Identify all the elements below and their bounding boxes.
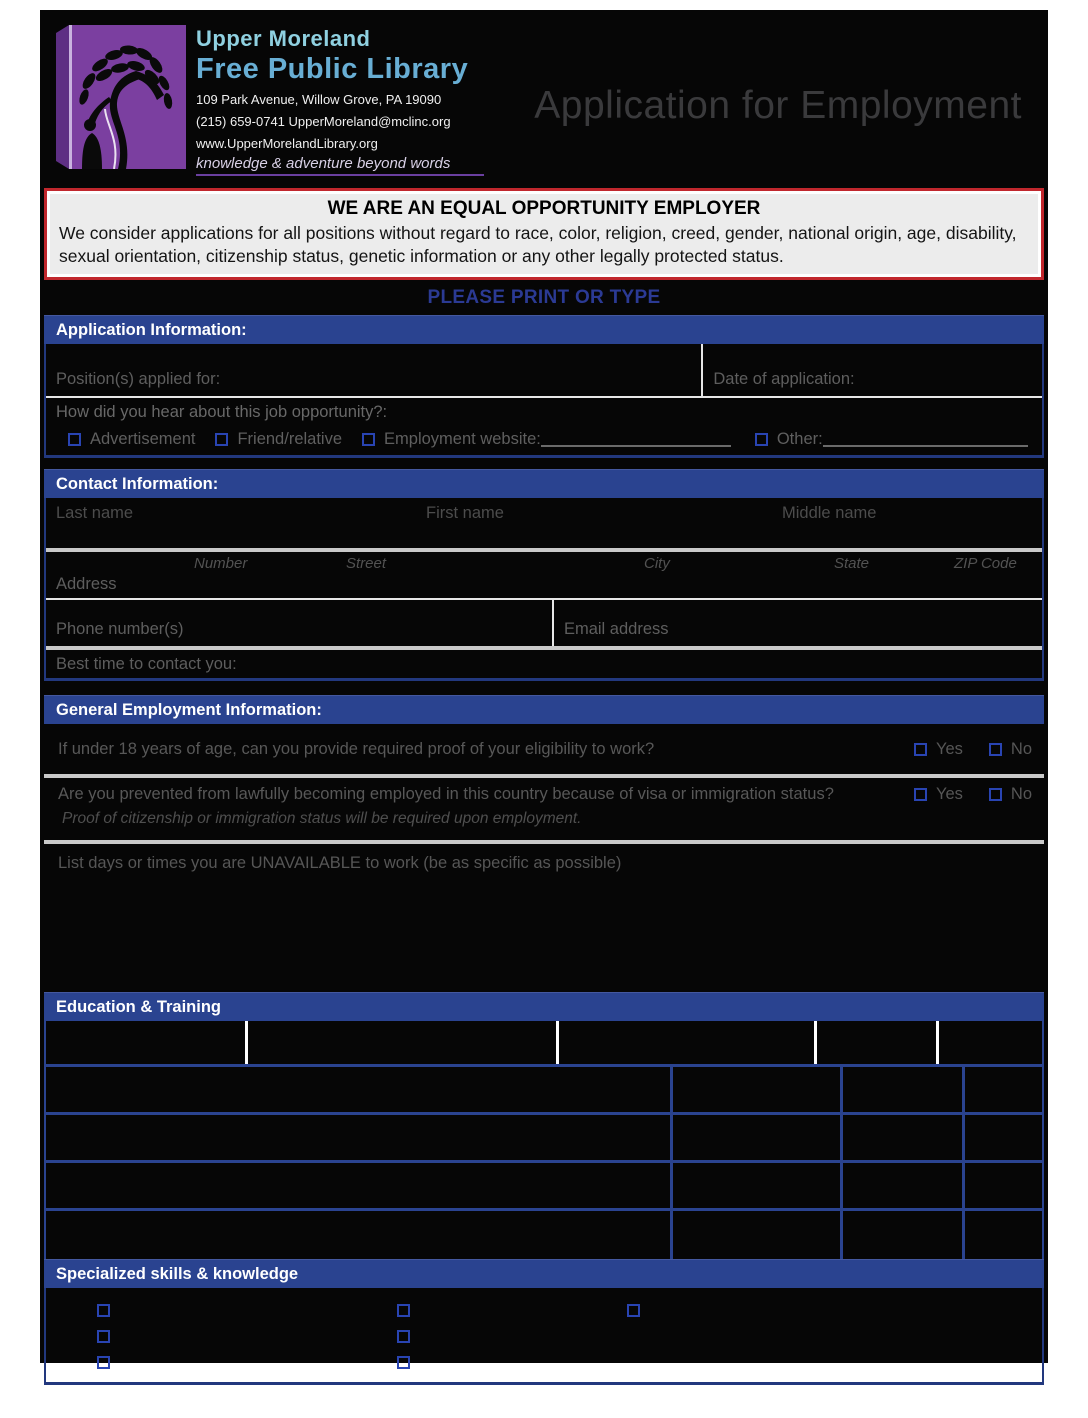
education-header-cell	[559, 1021, 817, 1064]
option-employment-website	[362, 430, 755, 449]
address-state-label: State	[834, 555, 870, 572]
education-cell[interactable]	[673, 1067, 842, 1112]
address-number-label: Number	[194, 555, 248, 572]
education-header-cell	[817, 1021, 940, 1064]
skills-column-2	[397, 1304, 410, 1369]
education-cell[interactable]	[965, 1067, 1042, 1112]
education-cell[interactable]	[46, 1163, 673, 1208]
friend-relative-label: Friend/relative	[237, 430, 343, 448]
positions-applied-field[interactable]	[46, 344, 703, 396]
section-contact-information	[44, 469, 1044, 681]
specialized-skills-header: Specialized skills & knowledge	[44, 1259, 1044, 1288]
employment-website-label: Employment website:	[384, 430, 541, 448]
education-header-cell	[248, 1021, 559, 1064]
eoe-heading: WE ARE AN EQUAL OPPORTUNITY EMPLOYER	[327, 198, 761, 219]
tagline-rule	[196, 174, 484, 176]
application-information-header: Application Information:	[44, 315, 1044, 344]
best-time-label: Best time to contact you:	[56, 655, 237, 673]
friend-relative-checkbox[interactable]	[215, 433, 228, 446]
other-blank[interactable]	[823, 432, 1028, 447]
library-tagline: knowledge & adventure beyond words	[196, 155, 451, 172]
email-address-label: Email address	[563, 620, 669, 638]
visa-yes-checkbox[interactable]	[914, 788, 927, 801]
general-employment-header: General Employment Information:	[44, 695, 1044, 724]
education-training-header: Education & Training	[44, 992, 1044, 1021]
application-date-label: Date of application:	[713, 370, 855, 388]
education-cell[interactable]	[965, 1163, 1042, 1208]
section-general-employment	[44, 695, 1044, 992]
advertisement-checkbox[interactable]	[68, 433, 81, 446]
best-time-field[interactable]	[46, 650, 1042, 678]
application-date-field[interactable]	[703, 344, 1042, 396]
under18-question-label: If under 18 years of age, can you provide required proof of your eligibility to work?	[58, 739, 655, 758]
library-name-line2: Free Public Library	[196, 53, 469, 85]
option-advertisement	[68, 430, 215, 449]
education-cell[interactable]	[673, 1163, 842, 1208]
form-title: Application for Employment	[534, 84, 1022, 127]
employment-website-checkbox[interactable]	[362, 433, 375, 446]
name-fields-row[interactable]	[46, 498, 1042, 548]
address-field-row[interactable]	[46, 552, 1042, 598]
hear-about-label: How did you hear about this job opportunity?:	[56, 403, 388, 421]
education-cell[interactable]	[46, 1115, 673, 1160]
under18-yesno	[914, 740, 1044, 759]
library-phone-email: (215) 659-0741 UpperMoreland@mclinc.org	[196, 114, 451, 129]
form-page	[40, 10, 1048, 1363]
under18-yes-checkbox[interactable]	[914, 743, 927, 756]
education-cell[interactable]	[843, 1115, 966, 1160]
address-city-label: City	[644, 555, 670, 572]
education-table-row	[46, 1211, 1042, 1259]
advertisement-label: Advertisement	[90, 430, 196, 448]
education-cell[interactable]	[843, 1163, 966, 1208]
hear-about-options-row	[46, 424, 1042, 455]
section-education-training	[44, 992, 1044, 1259]
education-cell[interactable]	[965, 1211, 1042, 1259]
library-website: www.UpperMorelandLibrary.org	[196, 136, 378, 151]
education-cell[interactable]	[843, 1067, 966, 1112]
visa-no-label: No	[1010, 785, 1032, 803]
education-cell[interactable]	[46, 1067, 673, 1112]
visa-no-checkbox[interactable]	[989, 788, 1002, 801]
skill-checkbox[interactable]	[397, 1330, 410, 1343]
library-address: 109 Park Avenue, Willow Grove, PA 19090	[196, 92, 442, 107]
contact-information-header: Contact Information:	[44, 469, 1044, 498]
address-label: Address	[56, 575, 117, 593]
education-header-cell	[939, 1021, 1042, 1064]
last-name-label: Last name	[56, 504, 134, 522]
education-table-row	[46, 1115, 1042, 1163]
skill-checkbox[interactable]	[97, 1304, 110, 1317]
visa-question-row	[44, 778, 1044, 840]
phone-number-field[interactable]	[46, 600, 554, 646]
address-street-label: Street	[346, 555, 387, 572]
visa-yesno	[914, 785, 1044, 804]
skill-checkbox[interactable]	[397, 1356, 410, 1369]
under18-no-checkbox[interactable]	[989, 743, 1002, 756]
phone-number-label: Phone number(s)	[56, 620, 184, 638]
education-table-row	[46, 1067, 1042, 1115]
library-tree-logo-icon	[56, 25, 186, 169]
library-logo	[56, 25, 186, 169]
skill-checkbox[interactable]	[397, 1304, 410, 1317]
education-cell[interactable]	[46, 1211, 673, 1259]
middle-name-label: Middle name	[782, 504, 877, 522]
other-checkbox[interactable]	[755, 433, 768, 446]
education-header-cell	[46, 1021, 248, 1064]
address-zip-label: ZIP Code	[954, 555, 1017, 572]
eoe-body-text: We consider applications for all positions without regard to race, color, religion, creed, gender, national origin, age, disability, sexual orientation, citizenship status, genetic information or any other legally protected status.	[59, 223, 1017, 266]
unavailable-times-field[interactable]	[44, 844, 1044, 992]
section-application-information	[44, 315, 1044, 458]
position-date-row	[46, 344, 1042, 396]
visa-yes-label: Yes	[935, 785, 963, 803]
phone-email-row	[46, 600, 1042, 646]
skill-checkbox[interactable]	[627, 1304, 640, 1317]
skills-column-3	[627, 1304, 640, 1317]
education-cell[interactable]	[843, 1211, 966, 1259]
unavailable-times-label: List days or times you are UNAVAILABLE to work (be as specific as possible)	[58, 854, 622, 872]
skill-checkbox[interactable]	[97, 1330, 110, 1343]
first-name-label: First name	[426, 504, 504, 522]
equal-opportunity-notice	[44, 188, 1044, 280]
option-other	[755, 430, 1028, 449]
other-label: Other:	[776, 430, 823, 448]
print-or-type-note: PLEASE PRINT OR TYPE	[427, 287, 661, 308]
section-specialized-skills	[44, 1259, 1044, 1385]
positions-applied-label: Position(s) applied for:	[56, 370, 221, 388]
education-cell[interactable]	[673, 1211, 842, 1259]
visa-note: Proof of citizenship or immigration status will be required upon employment.	[62, 810, 582, 827]
email-address-field[interactable]	[554, 600, 1042, 646]
education-cell[interactable]	[965, 1115, 1042, 1160]
form-header	[40, 10, 1048, 182]
education-cell[interactable]	[673, 1115, 842, 1160]
option-friend-relative	[215, 430, 362, 449]
library-name-line1: Upper Moreland	[196, 26, 371, 51]
library-identity	[196, 26, 526, 176]
skill-checkbox[interactable]	[97, 1356, 110, 1369]
skills-column-1	[97, 1304, 110, 1369]
skills-checkbox-area	[44, 1288, 1044, 1385]
under18-no-label: No	[1010, 739, 1032, 758]
under18-question-row	[44, 724, 1044, 774]
visa-question-label: Are you prevented from lawfully becoming employed in this country because of visa or immigration status?	[58, 785, 834, 803]
employment-website-blank[interactable]	[541, 432, 731, 447]
education-table-row	[46, 1163, 1042, 1211]
education-table-header-row	[46, 1021, 1042, 1067]
under18-yes-label: Yes	[935, 739, 963, 758]
